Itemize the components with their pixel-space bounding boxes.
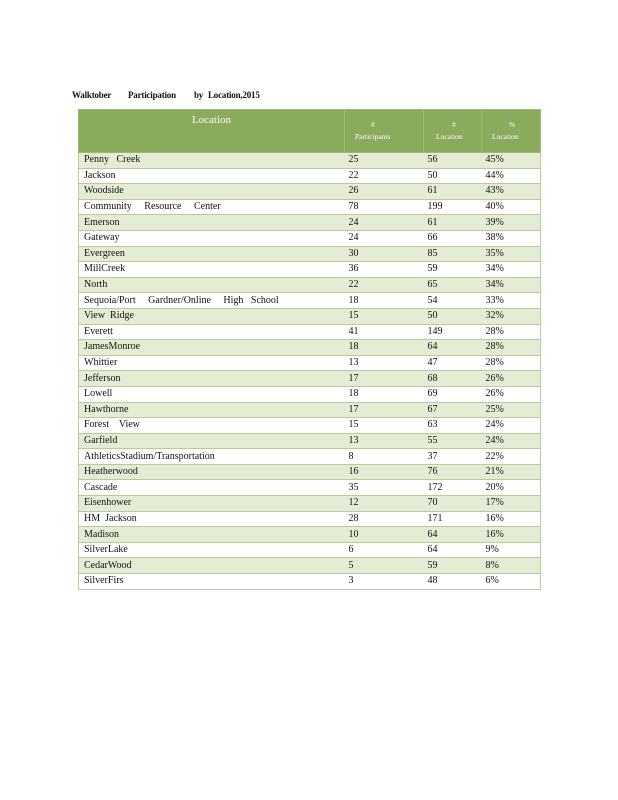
percent-cell: 28% — [482, 355, 541, 371]
location-cell: Heatherwood — [79, 464, 345, 480]
location-cell: Whittier — [79, 355, 345, 371]
percent-cell: 16% — [482, 527, 541, 543]
table-row — [79, 449, 541, 465]
location-count-cell: 50 — [424, 308, 482, 324]
percent-cell: 39% — [482, 215, 541, 231]
participants-cell: 6 — [345, 542, 424, 558]
participation-table — [78, 109, 541, 590]
location-count-cell: 172 — [424, 480, 482, 496]
percent-cell: 45% — [482, 153, 541, 169]
percent-cell: 21% — [482, 464, 541, 480]
table-row — [79, 277, 541, 293]
percent-cell: 28% — [482, 324, 541, 340]
location-cell: Forest View — [79, 418, 345, 434]
participants-cell: 26 — [345, 184, 424, 200]
participants-cell: 15 — [345, 418, 424, 434]
participants-cell: 22 — [345, 277, 424, 293]
title-part: by — [194, 90, 204, 100]
location-cell: Community Resource Center — [79, 199, 345, 215]
table-row — [79, 480, 541, 496]
table-row — [79, 558, 541, 574]
percent-cell: 17% — [482, 496, 541, 512]
location-count-cell: 63 — [424, 418, 482, 434]
location-count-cell: 199 — [424, 199, 482, 215]
location-cell: Eisenhower — [79, 496, 345, 512]
location-cell: Everett — [79, 324, 345, 340]
location-count-cell: 64 — [424, 527, 482, 543]
participants-cell: 18 — [345, 340, 424, 356]
participants-cell: 8 — [345, 449, 424, 465]
percent-cell: 33% — [482, 293, 541, 309]
participants-cell: 30 — [345, 246, 424, 262]
header-pct-location — [482, 110, 541, 153]
location-count-cell: 85 — [424, 246, 482, 262]
location-cell: Hawthorne — [79, 402, 345, 418]
percent-cell: 28% — [482, 340, 541, 356]
location-cell: Cascade — [79, 480, 345, 496]
table-row — [79, 246, 541, 262]
header-pct-symbol: % — [509, 120, 516, 129]
table-row — [79, 433, 541, 449]
location-cell: Garfield — [79, 433, 345, 449]
participants-cell: 15 — [345, 308, 424, 324]
table-row — [79, 386, 541, 402]
title-part: Location,2015 — [208, 90, 260, 100]
location-count-cell: 61 — [424, 215, 482, 231]
location-cell: Madison — [79, 527, 345, 543]
location-count-cell: 69 — [424, 386, 482, 402]
percent-cell: 22% — [482, 449, 541, 465]
table-row — [79, 230, 541, 246]
percent-cell: 26% — [482, 371, 541, 387]
percent-cell: 34% — [482, 277, 541, 293]
location-count-cell: 171 — [424, 511, 482, 527]
location-count-cell: 67 — [424, 402, 482, 418]
table-row — [79, 153, 541, 169]
table-row — [79, 371, 541, 387]
header-location-count-label: Location — [436, 132, 463, 141]
participants-cell: 24 — [345, 215, 424, 231]
percent-cell: 25% — [482, 402, 541, 418]
table-row — [79, 527, 541, 543]
location-cell: SilverFirs — [79, 574, 345, 590]
table-row — [79, 168, 541, 184]
percent-cell: 34% — [482, 262, 541, 278]
participants-cell: 3 — [345, 574, 424, 590]
location-cell: SilverLake — [79, 542, 345, 558]
table-header-row — [79, 110, 541, 153]
table-row — [79, 215, 541, 231]
location-cell: JamesMonroe — [79, 340, 345, 356]
location-cell: Lowell — [79, 386, 345, 402]
table-row — [79, 542, 541, 558]
percent-cell: 43% — [482, 184, 541, 200]
participants-cell: 24 — [345, 230, 424, 246]
location-count-cell: 70 — [424, 496, 482, 512]
table-row — [79, 293, 541, 309]
location-cell: Emerson — [79, 215, 345, 231]
location-cell: Penny Creek — [79, 153, 345, 169]
location-count-cell: 54 — [424, 293, 482, 309]
location-cell: Jackson — [79, 168, 345, 184]
table-row — [79, 324, 541, 340]
participants-cell: 28 — [345, 511, 424, 527]
header-location: Location — [79, 110, 345, 153]
percent-cell: 24% — [482, 433, 541, 449]
table-row — [79, 496, 541, 512]
percent-cell: 38% — [482, 230, 541, 246]
location-count-cell: 47 — [424, 355, 482, 371]
participants-cell: 35 — [345, 480, 424, 496]
header-participants-label: Participants — [355, 132, 391, 141]
header-participants-hash: # — [371, 120, 375, 129]
table-row — [79, 308, 541, 324]
location-count-cell: 64 — [424, 340, 482, 356]
location-cell: View Ridge — [79, 308, 345, 324]
location-cell: Gateway — [79, 230, 345, 246]
title-part: Participation — [128, 90, 176, 100]
location-cell: MillCreek — [79, 262, 345, 278]
table-row — [79, 340, 541, 356]
location-count-cell: 56 — [424, 153, 482, 169]
percent-cell: 20% — [482, 480, 541, 496]
location-count-cell: 68 — [424, 371, 482, 387]
location-cell: AthleticsStadium/Transportation — [79, 449, 345, 465]
header-participants — [345, 110, 424, 153]
location-count-cell: 61 — [424, 184, 482, 200]
location-count-cell: 59 — [424, 262, 482, 278]
participants-cell: 41 — [345, 324, 424, 340]
participants-cell: 17 — [345, 402, 424, 418]
location-count-cell: 50 — [424, 168, 482, 184]
header-location-count — [424, 110, 482, 153]
table-row — [79, 199, 541, 215]
location-cell: North — [79, 277, 345, 293]
participants-cell: 16 — [345, 464, 424, 480]
table-row — [79, 574, 541, 590]
percent-cell: 16% — [482, 511, 541, 527]
table-row — [79, 418, 541, 434]
table-row — [79, 402, 541, 418]
header-pct-location-label: Location — [492, 132, 519, 141]
location-cell: Sequoia/Port Gardner/Online High School — [79, 293, 345, 309]
location-count-cell: 66 — [424, 230, 482, 246]
percent-cell: 24% — [482, 418, 541, 434]
participants-cell: 12 — [345, 496, 424, 512]
location-cell: HM Jackson — [79, 511, 345, 527]
table-row — [79, 464, 541, 480]
participants-cell: 18 — [345, 386, 424, 402]
participants-cell: 78 — [345, 199, 424, 215]
location-count-cell: 37 — [424, 449, 482, 465]
table-row — [79, 355, 541, 371]
location-count-cell: 149 — [424, 324, 482, 340]
location-count-cell: 76 — [424, 464, 482, 480]
percent-cell: 9% — [482, 542, 541, 558]
participants-cell: 13 — [345, 433, 424, 449]
table-row — [79, 511, 541, 527]
location-count-cell: 65 — [424, 277, 482, 293]
location-cell: Evergreen — [79, 246, 345, 262]
table-body — [79, 153, 541, 590]
table-row — [79, 262, 541, 278]
participants-cell: 18 — [345, 293, 424, 309]
percent-cell: 26% — [482, 386, 541, 402]
percent-cell: 32% — [482, 308, 541, 324]
table-row — [79, 184, 541, 200]
percent-cell: 8% — [482, 558, 541, 574]
participants-cell: 22 — [345, 168, 424, 184]
location-count-cell: 55 — [424, 433, 482, 449]
percent-cell: 6% — [482, 574, 541, 590]
participants-cell: 25 — [345, 153, 424, 169]
percent-cell: 44% — [482, 168, 541, 184]
header-location-hash: # — [452, 120, 456, 129]
participants-cell: 36 — [345, 262, 424, 278]
location-count-cell: 64 — [424, 542, 482, 558]
location-cell: Jefferson — [79, 371, 345, 387]
percent-cell: 40% — [482, 199, 541, 215]
participants-cell: 5 — [345, 558, 424, 574]
title-part: Walktober — [72, 90, 112, 100]
location-cell: Woodside — [79, 184, 345, 200]
location-count-cell: 48 — [424, 574, 482, 590]
location-cell: CedarWood — [79, 558, 345, 574]
participants-cell: 13 — [345, 355, 424, 371]
percent-cell: 35% — [482, 246, 541, 262]
document-title — [72, 90, 260, 100]
participants-cell: 17 — [345, 371, 424, 387]
location-count-cell: 59 — [424, 558, 482, 574]
participants-cell: 10 — [345, 527, 424, 543]
